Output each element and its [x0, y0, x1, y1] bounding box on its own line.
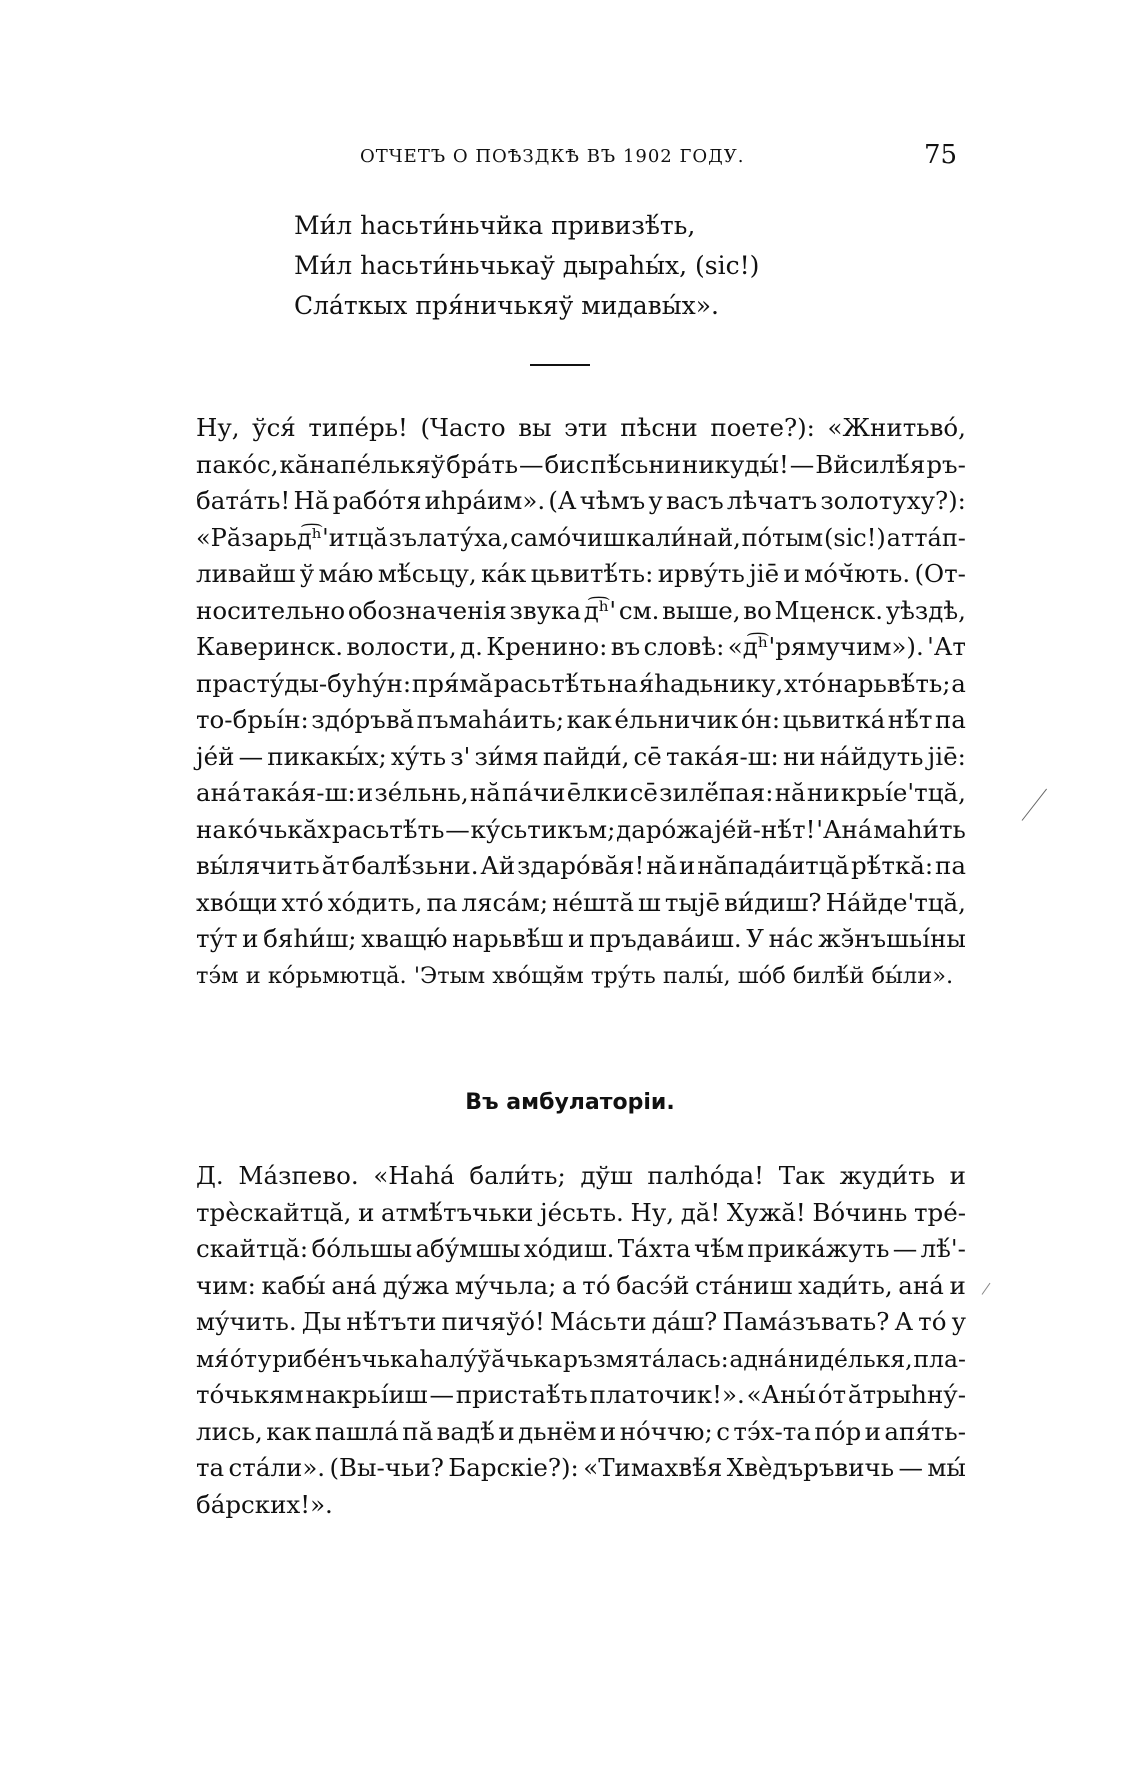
text-line: та ста́ли». (Вы-чьи? Барскіе?): «Тимахвѣ́я Хвѐдъръвичь — мы́	[196, 1453, 966, 1482]
text-line: пако́с, кӑнапе́лькяў бра́ть — бис пѣ́сьни никуды́! — Вйсилѣ́я ръ-	[196, 449, 966, 479]
paragraph-ambulatory	[196, 1158, 966, 1523]
text-line: ливайш ў ма́ю мѣ́сьцу, ка́к цьвитѣ́ть: ирву́ть jiе̄ и мо́ч̆ють. (От-	[196, 559, 966, 588]
section-heading: Въ амбулаторіи.	[465, 1090, 675, 1115]
text-line: то́чькям накрьі́иш — пристаѣ́ть платочик!». «Аны́ о́т ӑтрыhну́-	[196, 1380, 966, 1409]
running-title: ОТЧЕТЪ О ПОѢЗДКѢ ВЪ 1902 ГОДУ.	[360, 146, 745, 167]
text-line: на ко́чькăх расьтѣ́ть — ку́сьтикъм; даро́жа jе́й-нѣ́т! 'Ана́ маhи́ть	[196, 814, 966, 844]
text-line: ту́т и бяhи́ш; хващю́ нарьвѣ́ш и пръдава́иш. У на́с жэ̆нъшьі́ны	[196, 924, 966, 953]
text-line: Каверинск. волости, д. Кренино: въ словѣ: «д͡ʰ'рямучим»). 'Ат	[196, 632, 966, 661]
text-line: мя́ о́т у рибе́нъчька hалу́ўӑчька ръзмята́лась: адна́ ниде́лькя, пла-	[196, 1344, 966, 1373]
text-line: вы́лячить ӑт балѣ́зьни. Ай здаро́вӑя! нӑ и нӑпада́итцӑ рѣ́ткӑ: па	[196, 851, 966, 880]
verse-block	[294, 206, 759, 326]
verse-line: Ми́л hасьти́ньчькаў дыраhы́х, (sic!)	[294, 251, 760, 280]
text-line: скайтцӑ: бо́льшы абу́мшы хо́диш. Та́хта чѣ́м прика́жуть — лѣ́'-	[196, 1234, 966, 1263]
text-line: ана́ така́я-ш: и зе́льнь, нӑ па́чи е̄лки се̄ зилё́пая: нӑ ни крьі́е'тцӑ,	[196, 778, 966, 807]
text-line: Ну, ўся́ типе́рь! (Часто вы эти пѣсни поете?): «Жнитьво́,	[196, 413, 966, 442]
text-line: му́чить. Ды нѣ́тъти пичяўо́! Ма́сьти да́ш? Пама́зъвать? А то́ у	[196, 1307, 966, 1336]
text-line: хво́щи хто́ хо́дить, па лясáм; не́штӑ ш тыjе̄ ви́диш? На́йде'тцӑ,	[196, 887, 966, 917]
text-line: лись, как пашла́ пӑ вадѣ́ и дьнём и но́ччю; с тэ́х-та по́р и апя́ть-	[196, 1416, 966, 1446]
text-line: ба́рских!».	[196, 1489, 333, 1519]
text-line: «Рӑзарьд͡ʰ'итцӑ зълату́ха, само́чиш кали́най, по́тым (sic!) аттáп-	[196, 523, 966, 552]
text-line: носительно обозначенія звука д͡ʰ' см. выше, во Мценск. уѣздѣ,	[196, 595, 966, 625]
text-line: то-брьі́н: здо́ръвӑ пъмаhа́ить; как е́льничик о́н: цьвитка́ нѣ́т па	[196, 705, 966, 734]
page-number: 75	[924, 140, 958, 170]
verse-line: Сла́ткых пря́ничькяў мидавы́х».	[294, 291, 719, 320]
text-line: Д. Ма́зпево. «Наhа́ бали́ть; дўш палhо́да! Так жуди́ть и	[196, 1161, 966, 1190]
text-line: чим: кабы́ ана́ ду́жа му́чьла; а то́ басэ́й ста́ниш хади́ть, ана́ и	[196, 1270, 966, 1300]
text-line: тэ́м и ко́рьмютцӑ. 'Этым хво́щя̆м тру́ть палы́, шо́б билѣ́й бы́ли».	[196, 962, 954, 989]
margin-pencil-mark	[1022, 789, 1047, 821]
text-line: бата́ть! Нӑ рабо́тя иhра́им». (А чѣмъ у васъ лѣчатъ золотуху?):	[196, 486, 966, 515]
section-divider	[530, 364, 590, 366]
text-line: прасту́ды-буhу́н: пря́мӑ расьтѣ́ть на я́hадьнику, хто́ нарьвѣ́ть; а	[196, 668, 966, 698]
margin-pencil-mark	[982, 1283, 991, 1295]
verse-line: Ми́л hасьти́ньчйка привизѣ́ть,	[294, 211, 696, 240]
text-line: jе́й — пикакы́х; ху́ть з' зи́мя пайди́, се̄ така́я-ш: ни на́йдуть jiе̄:	[196, 741, 966, 771]
paragraph-field-notes	[196, 410, 966, 994]
text-line: трѐскайтцӑ, и атмѣ́тъчьки jе́сьть. Ну, дӑ! Хужӑ! Во́чинь тре́-	[196, 1197, 966, 1227]
